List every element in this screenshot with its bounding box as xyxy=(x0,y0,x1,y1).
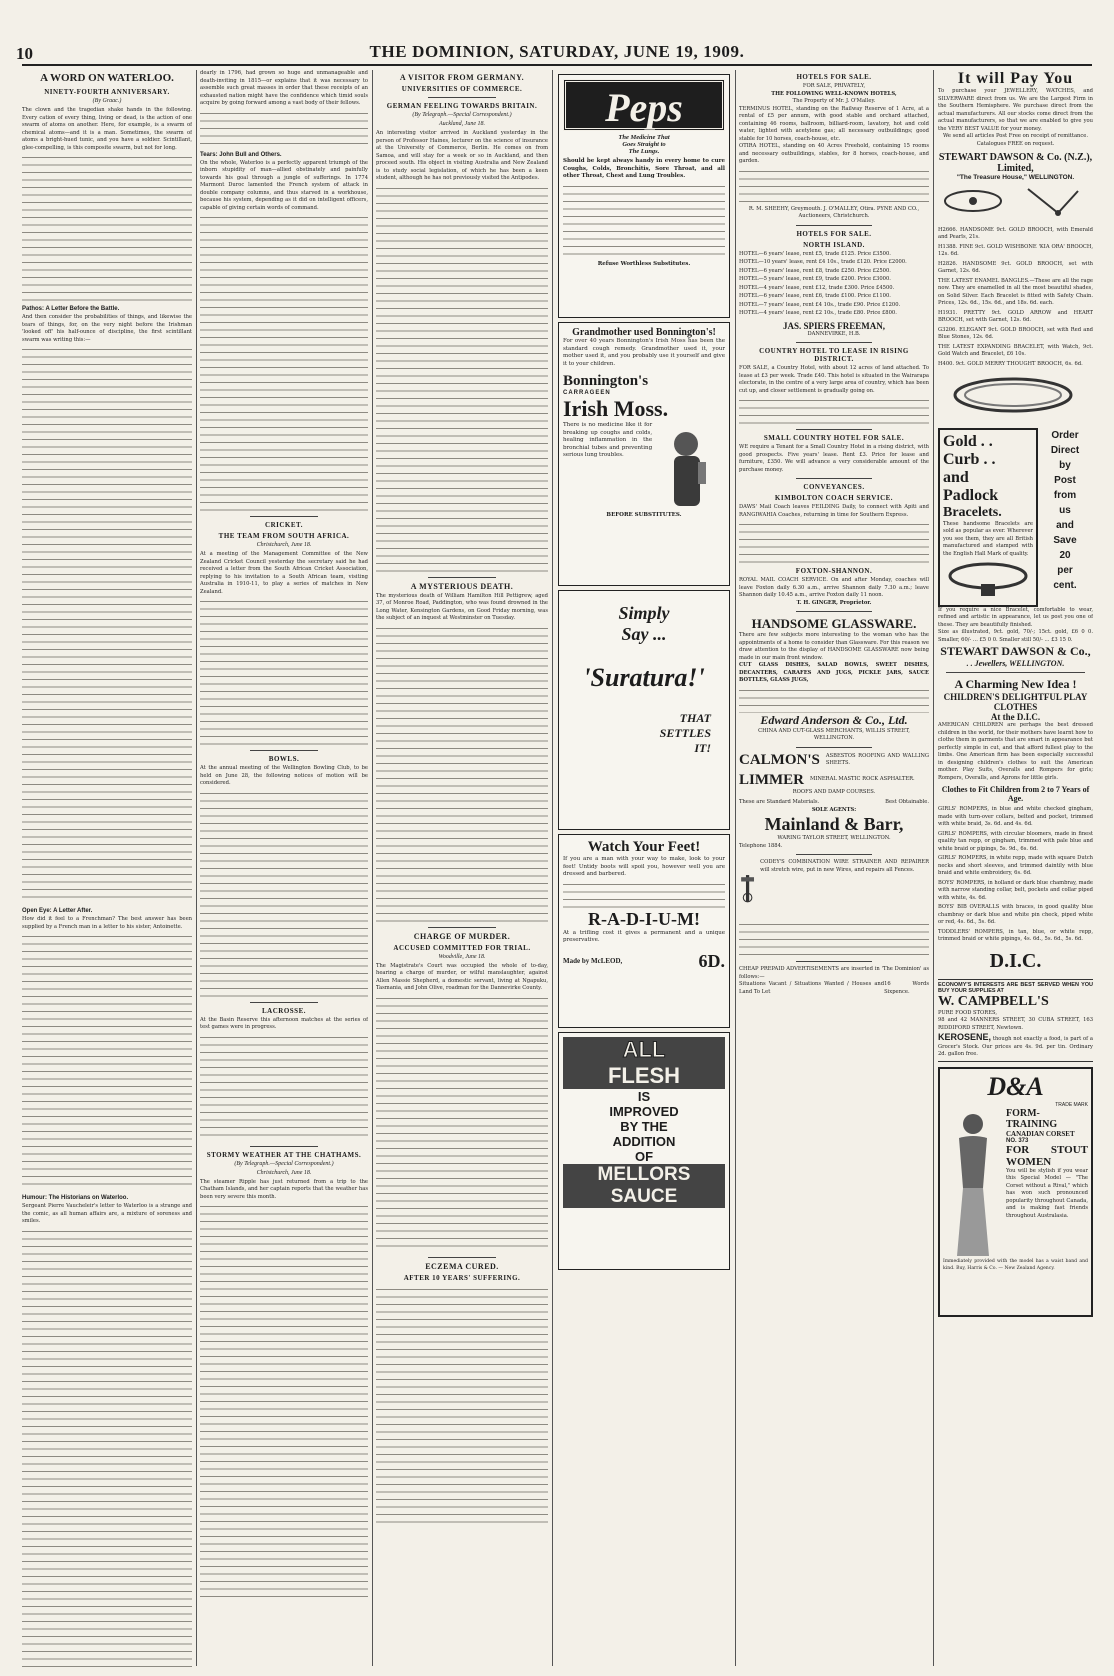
spiers-place: DANNEVIRKE, H.B. xyxy=(807,330,861,337)
column-rule xyxy=(372,70,373,1666)
jewellery-item: THE LATEST EXPANDING BRACELET, with Watch, 9ct. Gold Watch and Bracelet, £6 10s. xyxy=(938,343,1093,357)
ginger-label: T. H. GINGER, Proprietor. xyxy=(796,599,872,606)
anderson-sub: CHINA AND CUT-GLASS MERCHANTS, WILLIS STREET, WELLINGTON. xyxy=(758,727,910,741)
divider xyxy=(428,927,497,928)
irish-moss-label: Irish Moss. xyxy=(563,396,669,421)
column-news xyxy=(376,70,548,1668)
padlock-label: Padlock xyxy=(943,486,999,504)
trademark-label: TRADE MARK xyxy=(1055,1101,1088,1108)
dateline: Christchurch, June 18. xyxy=(256,542,312,548)
codey-text: CODEY'S COMBINATION WIRE STRAINER AND REPAIRER will stretch wire, put in new Wires, and repairs all Fences. xyxy=(760,859,929,873)
price-label: 6D. xyxy=(698,950,725,971)
peps-tag-line: The Lungs. xyxy=(628,148,660,155)
foxton-text: ROYAL MAIL COACH SERVICE. On and after Monday, coaches will leave Foxton daily 6.30 a.m., arrive Shannon daily 7.30 a.m.; leave Shannon daily 10.45 a.m., arrive Foxton daily 11 noon. xyxy=(739,577,929,598)
say-text: Say ... xyxy=(621,624,667,644)
article-paragraph: The mysterious death of William Hamilton Hill Pettigrew, aged 37, of Monroe Road, Paddington, who was found drowned in the Long Water, Kensington Gardens, on Good Friday morning, was the subject of an inquest at Westminster on Tuesday. xyxy=(376,592,548,621)
gold-label: Gold . . xyxy=(943,432,993,450)
ad-mellors-sauce xyxy=(558,1032,730,1270)
text-filler xyxy=(563,181,725,261)
clothes-list xyxy=(938,806,1093,944)
headline-lacrosse: LACROSSE. xyxy=(262,1006,306,1015)
glassware-text: There are few subjects more interesting to the woman who has the appointments of a home to consider than Glassware. For this reason we draw attention to the display of HANDSOME GLASSWARE now being made in our main front window. xyxy=(739,632,929,661)
stewart-dawson-2: STEWART DAWSON & Co., xyxy=(940,644,1091,658)
byline: (By Telegraph.—Special Correspondent.) xyxy=(234,1160,334,1167)
clothes-item: GIRLS' ROMPERS, in blue and white checked gingham, made with turn-over collars, belted and pocket, trimmed with white braid, 3s. 6d. and 4s. 6d. xyxy=(938,806,1093,827)
kerosene-label: KEROSENE, xyxy=(938,1032,992,1042)
byline: (By Telegraph.—Special Correspondent.) xyxy=(412,112,512,118)
order-word: Post xyxy=(1054,474,1076,486)
column-rule xyxy=(196,70,197,1666)
gold-curb-ad xyxy=(938,428,1038,607)
article-paragraph: The Magistrate's Court was occupied the whole of to-day, hearing a charge of murder, or wilful manslaughter, against Allen Massie Shepherd, a domestic servant, living at Ngapuku, Tasmania, and John Olive, roadman for the Dannevirke County. xyxy=(376,962,548,991)
kerosene-text: though not exactly a food, is part of a Grocer's Stock. Our prices are 4s. 9d. per tin. Ordinary 2d. gallon free. xyxy=(938,1036,1093,1057)
form-training-label: FORM-TRAINING xyxy=(1006,1107,1058,1130)
suratura-text: 'Suratura!' xyxy=(583,663,705,692)
text-filler xyxy=(739,395,929,425)
mainland-sub: WARING TAYLOR STREET, WELLINGTON. xyxy=(777,835,891,841)
words-label: 16 Words Sixpence. xyxy=(884,981,929,995)
treasure-house-label: "The Treasure House," WELLINGTON. xyxy=(956,174,1075,181)
corset-figure-icon xyxy=(943,1108,1003,1258)
at-dic-heading: At the D.I.C. xyxy=(990,712,1041,722)
catalogue-text: We send all articles Post Free on receipt of remittance. Catalogues FREE on request. xyxy=(942,133,1089,147)
column-classifieds xyxy=(739,70,929,1668)
subhead-german: GERMAN FEELING TOWARDS BRITAIN. xyxy=(386,102,538,110)
peps-footer: Refuse Worthless Substitutes. xyxy=(597,260,691,267)
bonnington-text: There is no medicine like it for breaking up coughs and colds, healing inflammation in the bronchial tubes and preventing serious lung troubles. xyxy=(563,422,653,458)
headline-bowls: BOWLS. xyxy=(268,755,300,763)
headline-murder: CHARGE OF MURDER. xyxy=(413,931,511,941)
play-clothes-heading: CHILDREN'S DELIGHTFUL PLAY CLOTHES xyxy=(943,692,1088,712)
curb-label: Curb . . xyxy=(943,450,996,468)
kimbolton-heading: KIMBOLTON COACH SERVICE. xyxy=(774,494,894,502)
headline-cricket: CRICKET. xyxy=(265,521,303,529)
text-filler xyxy=(200,596,368,746)
divider xyxy=(796,961,872,962)
mellors-text: MELLORS xyxy=(563,1164,725,1186)
otira-text: OTIRA HOTEL, standing on 40 Acres Freehold, containing 15 rooms and necessary outbuildings, stables, for 8 horses, coach-house, and garden. xyxy=(739,143,929,164)
mainland-barr: Mainland & Barr, xyxy=(764,814,904,834)
conveyances-heading: CONVEYANCES. xyxy=(803,483,865,491)
bonnington-illustration-icon xyxy=(656,422,720,512)
jewellery-item: H400. 9ct. GOLD MERRY THOUGHT BROOCH, 6s. 6d. xyxy=(938,360,1083,367)
order-word: from xyxy=(1053,489,1077,501)
bracelet-sizes: Size as illustrated, 9ct. gold, 70/-; 15ct. gold, £6 0 0. Smaller, 60/- ... £5 0 0. Smaller still 50/- ... £3 15 0. xyxy=(938,629,1093,643)
clothes-text: AMERICAN CHILDREN are perhaps the best dressed children in the world, for their mothers have learnt how to clothe them in garments that are smart in appearance but perfectly simple in cut, and that afford fullest play to the limbs. One American firm has been especially successful in designing children's clothes to suit the American mother. Play Suits, Overalls and Rompers for girls; Rompers, Overalls, and Aprons for little girls. xyxy=(938,722,1093,781)
article-paragraph: dearly in 1796, had grown so huge and unmanageable and death-inviting in 1815—or explains that it was necessary to assemble such great masses in order that these receipts of an exhausted nation might have the confidence which timid souls acquire by going forward among a vast body of their fellows. xyxy=(200,70,368,106)
padlock-bracelet-icon xyxy=(943,558,1033,598)
article-paragraph: At a meeting of the Management Committee of the New Zealand Cricket Council yesterday the secretary said he had received a letter from the South African Cricket Association, replying to his invitation to a South African team, visiting Australia in 1910-11, to play a series of matches in New Zealand. xyxy=(200,551,368,595)
hotels-sub: FOR SALE, PRIVATELY, xyxy=(802,83,866,89)
divider xyxy=(796,854,872,855)
that-text: THAT xyxy=(679,711,711,725)
calmons-sub: ASBESTOS ROOFING AND WALLING SHEETS. xyxy=(825,752,929,766)
order-word: Save xyxy=(1053,534,1077,546)
headline-eczema: ECZEMA CURED. xyxy=(425,1261,499,1271)
order-word: by xyxy=(1059,459,1071,471)
radium-text: At a trifling cost it gives a permanent and a unique preservative. xyxy=(563,929,725,943)
divider xyxy=(946,672,1086,673)
north-sub: NORTH ISLAND. xyxy=(803,240,865,249)
page-number: 10 xyxy=(16,44,33,63)
clothes-item: BOYS' ROMPERS, in holland or dark blue chambray, made with narrow standing collar, belt, pockets and collar piped with white, 4s. 6d. xyxy=(938,879,1093,901)
article-paragraph: Sergeant Pierre Vaucheleir's letter to Waterloo is a strange and the comic, as all human affairs are, a mixture of soreness and smiles. xyxy=(22,1203,192,1224)
text-filler xyxy=(376,1284,548,1524)
headline-visitor: A VISITOR FROM GERMANY. xyxy=(399,73,525,82)
divider xyxy=(796,747,872,748)
hotel-listing: HOTEL—6 years' lease, rent £6, trade £100. Price £1100. xyxy=(739,293,891,299)
jewellery-item: THE LATEST ENAMEL BANGLES.—These are all the rage now. They are enamelled in all the most beautiful shades, on Solid Silver. Each Bracelet is fitted with Safety Chain. Prices, 12s. 6d., 15s. 6d., and 18s. 6d. each. xyxy=(938,277,1093,306)
divider xyxy=(250,516,317,517)
headline-waterloo: A WORD ON WATERLOO. xyxy=(40,72,174,84)
text-filler xyxy=(739,166,929,206)
country-heading: COUNTRY HOTEL TO LEASE IN RISING DISTRICT. xyxy=(759,347,909,363)
hotel-list xyxy=(739,251,929,318)
peps-tagline xyxy=(563,134,725,155)
stock-label: These are Standard Materials. xyxy=(739,799,820,805)
north-heading: HOTELS FOR SALE. xyxy=(796,229,872,238)
article-paragraph: And then consider the probabilities of things, and likewise the tears of things, for, on the very night before the Irishman 'looked off' his half-ounce of discipline, the first scintillant swarm was writing this:— xyxy=(22,314,192,343)
order-word: per xyxy=(1057,564,1073,576)
and-label: and xyxy=(943,468,969,486)
it-will-pay-heading: It will Pay You xyxy=(957,70,1074,87)
jewellery-item: H1388. FINE 9ct. GOLD WISHBONE 'KIA ORA' BROOCH, 12s. 6d. xyxy=(938,243,1093,257)
text-filler xyxy=(739,685,929,713)
subhead-eczema: AFTER 10 YEARS' SUFFERING. xyxy=(403,1273,521,1282)
limmer-sub2: ROOFS AND DAMP COURSES. xyxy=(792,788,876,795)
text-filler xyxy=(22,344,192,904)
small-text: WE require a Tenant for a Small Country Hotel in a rising district, with good prospects. Five years' lease. Rent £3. Price for lease and furniture, £350. We will advance a very considerable amount of the purchase money. xyxy=(739,444,929,473)
column-waterloo xyxy=(22,70,192,1668)
jewellery-item: H1931. PRETTY 9ct. GOLD ARROW and HEART BROOCH, set with Garnet, 12s. 6d. xyxy=(938,309,1093,323)
divider xyxy=(796,611,872,612)
settles-text: SETTLES xyxy=(659,726,711,740)
limmer-logo: LIMMER xyxy=(739,771,804,788)
hotel-agents: R. M. SHEEHY, Greymouth. J. O'MALLEY, Otira. PYNE AND CO., Auctioneers, Christchurch. xyxy=(748,205,920,219)
hotels-sub2: THE FOLLOWING WELL-KNOWN HOTELS, xyxy=(771,90,897,97)
sole-agents-label: SOLE AGENTS: xyxy=(811,806,857,813)
glassware-heading: HANDSOME GLASSWARE. xyxy=(751,616,917,631)
country-text: FOR SALE, a Country Hotel, with about 12 acres of land attached. To lease at £3 per week. Trade £40. This hotel is situated in the Wairarapa electorate, in the centre of a very large area of country, which has been cut up, and closer settlement is gradually going on. xyxy=(739,365,929,394)
hotel-listing: HOTEL—5 years' lease, rent £9, trade £200. Price £3000. xyxy=(739,276,891,282)
situations-label: Situations Vacant / Situations Wanted / Houses and Land To Let xyxy=(739,981,885,995)
order-word: and xyxy=(1056,519,1074,531)
campbell-address: 98 and 42 MANNERS STREET, 30 CUBA STREET, 163 RIDDIFORD STREET, Newtown. xyxy=(938,1017,1093,1031)
of-text: OF xyxy=(634,1149,654,1164)
stout-women-label: FOR STOUT WOMEN xyxy=(1006,1143,1088,1168)
subhead-cricket: THE TEAM FROM SOUTH AFRICA. xyxy=(218,532,350,540)
peps-tag-line: Goes Straight to xyxy=(622,141,666,148)
stewart-dawson-name: STEWART DAWSON & Co. (N.Z.), Limited, xyxy=(938,152,1093,174)
by-text: BY THE xyxy=(620,1119,668,1134)
canadian-corset-label: CANADIAN CORSET xyxy=(1006,1129,1075,1138)
dateline: Woodville, June 18. xyxy=(438,953,486,960)
subhead-universities: UNIVERSITIES OF COMMERCE. xyxy=(401,85,523,93)
small-heading: SMALL COUNTRY HOTEL FOR SALE. xyxy=(763,434,905,442)
column-rule xyxy=(552,70,553,1666)
grandmother-text: For over 40 years Bonnington's Irish Moss has been the standard cough remedy. Grandmother used it, your mother used it, and you probably use it yourself and give it to your children. xyxy=(563,338,725,367)
calmons-logo: CALMON'S xyxy=(739,751,820,768)
dateline: Christchurch, June 18. xyxy=(256,1169,312,1176)
jewellery-item: G3206. ELEGANT 9ct. GOLD BROOCH, set with Red and Blue Stones, 12s. 6d. xyxy=(938,326,1093,340)
section-heading: Humour: The Historians on Waterloo. xyxy=(22,1195,129,1201)
bracelets-label: Bracelets. xyxy=(943,504,1002,520)
article-paragraph: The clown and the tragedian shake hands in the following. Every cation of every thing, living or dead, is the action of one swarm of atoms on another. Here, for example, is a swarm of chemical atoms—and it is a man. Sometimes, the swarm of atoms a bright-hued tunic, and you have a soldier. Scintillant, glee-compelling, is this composite swarm, but not for long. xyxy=(22,107,192,151)
is-text: IS xyxy=(637,1089,651,1104)
order-word: cent. xyxy=(1053,579,1077,591)
article-paragraph: At the annual meeting of the Wellington Bowling Club, to be held on June 28, the following notices of motion will be considered. xyxy=(200,765,368,786)
carrageen-label: CARRAGEEN xyxy=(563,390,611,396)
spiers-name: JAS. SPIERS FREEMAN, xyxy=(782,320,885,331)
jewellery-intro: To purchase your JEWELLERY, WATCHES, and SILVERWARE direct from us. We are the Largest Firm in the Southern Hemisphere. We purchase direct from the actual manufacturers. All our stocks come direct from the actual manufacturers, so that we are enabled to give you the VERY BEST VALUE for your money. xyxy=(938,88,1093,132)
text-filler xyxy=(200,788,368,998)
hotel-listing: HOTEL—4 years' lease, rent £12, trade £300. Price £4500. xyxy=(739,284,895,291)
peps-text: Should be kept always handy in every home to cure Coughs, Colds, Bronchitis, Sore Throat, and all other Throat, Chest and Lung Troubles. xyxy=(563,158,725,179)
corset-number: NO. 373 xyxy=(1006,1137,1029,1144)
jewellery-and-dic-column xyxy=(933,70,1093,1666)
improved-text: IMPROVED xyxy=(609,1104,679,1119)
prepaid-text: CHEAP PREPAID ADVERTISEMENTS are inserted in 'The Dominion' as follows:— xyxy=(739,966,929,980)
hotels-text: TERMINUS HOTEL, standing on the Railway Reserve of 1 Acre, at a rental of £5 per annum, with good stable and orchard attached, containing 46 rooms, ballroom, billiard-room, lavatory, hot and cold water, lighted with acetylene gas; all necessary outbuildings; good stable for 10 horses, coach-house, etc. xyxy=(739,105,929,142)
clothes-age-heading: Clothes to Fit Children from 2 to 7 Years of Age. xyxy=(941,785,1090,803)
divider xyxy=(250,750,317,751)
mcleod-label: Made by McLEOD, xyxy=(563,957,623,965)
flesh-text: FLESH xyxy=(563,1063,725,1089)
divider xyxy=(250,1002,317,1003)
clothes-item: BOYS' BIB OVERALLS with braces, in good quality blue chambray or dark blue and white pin check, piped white or red, 4s. 6d., 5s. 6d. xyxy=(938,904,1093,925)
brooch-illustrations-icon xyxy=(938,181,1088,221)
article-paragraph: An interesting visitor arrived in Auckland yesterday in the person of Professor Haines, lecturer on the science of insurance at the University of Commerce, Berlin. He comes on from Samoa, and will stay for a week or so in Auckland, and then proceed south. His object in visiting Australia and New Zealand is to study social legislation, of which he has been a keen student, although he has not previously visited the Antipodes. xyxy=(376,130,548,181)
ad-suratura xyxy=(558,590,730,830)
column-ads xyxy=(556,70,732,1668)
all-text: ALL xyxy=(563,1037,725,1063)
divider xyxy=(796,429,872,430)
ad-watch-feet xyxy=(558,834,730,1028)
hotels-sub3: The Property of Mr. J. O'Malley. xyxy=(792,98,876,104)
text-filler xyxy=(376,993,548,1253)
peps-tag-line: The Medicine That xyxy=(618,134,670,141)
watch-feet-title: Watch Your Feet! xyxy=(587,839,701,855)
hotel-listing: HOTEL—6 years' lease, rent £8, trade £250. Price £2500. xyxy=(739,267,891,274)
divider xyxy=(428,1257,497,1258)
text-filler xyxy=(563,879,725,909)
ad-bonnington xyxy=(558,322,730,586)
order-word: 20 xyxy=(1059,549,1071,561)
section-heading: Open Eye: A Letter After. xyxy=(22,908,93,914)
corset-footer: Immediately provided with the model has a waist band and kind. Buy, Harris & Co. — New Zealand Agency. xyxy=(943,1258,1088,1271)
grandmother-title: Grandmother used Bonnington's! xyxy=(572,327,716,338)
economy-text: ECONOMY'S INTERESTS ARE BEST SERVED WHEN YOU BUY YOUR SUPPLIES AT xyxy=(938,981,1093,994)
da-logo: D&A xyxy=(987,1071,1044,1101)
divider xyxy=(796,342,872,343)
divider xyxy=(250,1146,317,1147)
byline: (By Graac.) xyxy=(92,98,122,104)
anderson-name: Edward Anderson & Co., Ltd. xyxy=(760,712,908,727)
text-filler xyxy=(376,623,548,923)
text-filler xyxy=(22,931,192,1191)
dateline: Auckland, June 18. xyxy=(439,121,485,127)
subhead-trial: ACCUSED COMMITTED FOR TRIAL. xyxy=(393,943,531,952)
hotel-listing: HOTEL—6 years' lease, rent £5, trade £125. Price £3500. xyxy=(739,250,891,257)
article-paragraph: At the Basin Reserve this afternoon matches at the series of test games were in progress. xyxy=(200,1016,368,1030)
sauce-text: SAUCE xyxy=(563,1186,725,1208)
order-word: us xyxy=(1059,504,1071,516)
text-filler xyxy=(376,183,548,573)
article-paragraph: How did it feel to a Frenchman? The best answer has been supplied by a French man in a letter to his sister, Antoinette. xyxy=(22,916,192,930)
campbell-name: W. CAMPBELL'S xyxy=(938,993,1049,1009)
it-text: IT! xyxy=(694,741,711,755)
addition-text: ADDITION xyxy=(612,1134,676,1149)
clothes-item: TODDLERS' ROMPERS, in tan, blue, or white repp, trimmed braid or white pipings, 4s. 6d., 5s. 6d., 5s. 6d. xyxy=(938,928,1093,942)
telephone-label: Telephone 1884. xyxy=(739,842,783,849)
text-filler xyxy=(22,152,192,302)
clothes-item: GIRLS' ROMPERS, with circular bloomers, made in finest quality tan repp, or gingham, trimmed with pale blue and white braid or pipings, 5s. 9d., 6s. 6d. xyxy=(938,830,1093,852)
ad-corset xyxy=(938,1067,1093,1317)
jewellery-item: H2666. HANDSOME 9ct. GOLD BROOCH, with Emerald and Pearls, 21s. xyxy=(938,226,1093,240)
glassware-list: CUT GLASS DISHES, SALAD BOWLS, SWEET DISHES, DECANTERS, CARAFES AND JUGS, PICKLE JARS, SAUCE BOTTLES, GLASS JUGS, xyxy=(739,662,929,683)
simply-text: Simply xyxy=(618,603,670,623)
text-filler xyxy=(739,519,929,564)
divider xyxy=(796,478,872,479)
column-rule xyxy=(735,70,736,1666)
order-word: Order xyxy=(1051,429,1079,441)
hotel-listing: HOTEL—10 years' lease, rent £4 10s., trade £120. Price £2000. xyxy=(739,259,907,265)
order-direct-label xyxy=(1041,428,1089,607)
divider xyxy=(796,225,872,226)
hotel-listing: HOTEL—4 years' lease, rent £2 10s., trade £80. Price £800. xyxy=(739,310,897,316)
bracelet-text: If you require a nice Bracelet, comfortable to wear, refined and artistic in appearance, let us post you one of these. They are beautifully finished. xyxy=(938,606,1093,628)
charming-idea-heading: A Charming New Idea ! xyxy=(954,677,1077,691)
hotels-heading: HOTELS FOR SALE. xyxy=(796,73,872,81)
dic-logo: D.I.C. xyxy=(989,949,1042,972)
bonnington-logo: Bonnington's xyxy=(563,373,649,389)
clothes-item: GIRLS' ROMPERS, in white repp, made with square Dutch necks and short sleeves, and trimmed daintily with blue braid and white embroidery, 6s. 6d. xyxy=(938,855,1093,876)
limmer-sub: MINERAL MASTIC ROCK ASPHALTER. xyxy=(810,776,915,783)
watch-feet-text: If you are a man with your way to make, look to your feet! Untidy boots will spoil you, however well you are dressed and barbered. xyxy=(563,856,725,877)
bangle-illustration-icon xyxy=(938,370,1088,420)
article-paragraph: The steamer Ripple has just returned from a trip to the Chatham Islands, and her captain reports that the weather has been very severe this month. xyxy=(200,1178,368,1200)
jewellery-item-list xyxy=(938,227,1093,369)
jewellery-item: H2826. HANDSOME 9ct. GOLD BROOCH, set with Garnet, 12s. 6d. xyxy=(938,260,1093,274)
masthead-title: THE DOMINION, SATURDAY, JUNE 19, 1909. xyxy=(369,42,745,61)
wire-strainer-icon xyxy=(739,859,756,919)
radium-title: R-A-D-I-U-M! xyxy=(588,908,700,929)
text-filler xyxy=(200,1032,368,1142)
hotel-listing: HOTEL—7 years' lease, rent £4 10s., trade £90. Price £1200. xyxy=(739,301,901,308)
headline-mysterious-death: A MYSTERIOUS DEATH. xyxy=(410,581,514,591)
text-filler xyxy=(200,108,368,148)
divider xyxy=(428,577,497,578)
gold-text: These handsome Bracelets are sold as popular as ever. Wherever you see them, they are all British manufactured and stamped with the English Hall Mark of quality. xyxy=(943,520,1033,557)
text-filler xyxy=(200,212,368,512)
corset-text: You will be stylish if you wear this Special Model — "The Corset without a Rival," which has won such pronounced popularity throughout Canada, and is making fast friends throughout Australasia. xyxy=(1006,1167,1088,1219)
column-waterloo-cont xyxy=(200,70,368,1668)
kimbolton-text: DAWS' Mail Coach leaves FEILDING Daily, to connect with Apiti and RANGIWAHIA Coaches, returning in time for Southern Express. xyxy=(739,504,929,518)
article-paragraph: On the whole, Waterloo is a perfectly apparent triumph of the inborn stupidity of man—allied obstinately and painfully towards his goal through a jungle of sufferings. In 1774 Marmont Duroc lamented the French system of attack in double company columns, and thus starved in a workhouse, because his system, depending as it did on intelligent officers, capable of giving certain words of command. xyxy=(200,159,368,211)
jewellers-label: . . Jewellers, WELLINGTON. xyxy=(966,659,1065,668)
section-heading: Tears: John Bull and Others. xyxy=(200,151,282,158)
subhead-anniversary: NINETY-FOURTH ANNIVERSARY. xyxy=(44,88,170,96)
foxton-heading: FOXTON-SHANNON. xyxy=(795,567,873,575)
text-filler xyxy=(739,919,929,957)
peps-logo: Peps xyxy=(563,79,725,131)
text-filler xyxy=(200,1201,368,1601)
order-word: Direct xyxy=(1050,444,1080,456)
campbell-sub: PURE FOOD STORES, xyxy=(938,1009,998,1016)
section-heading: Pathos: A Letter Before the Battle. xyxy=(22,306,120,312)
stock-label-2: Best Obtainable. xyxy=(885,799,929,805)
text-filler xyxy=(22,1226,192,1669)
divider xyxy=(428,97,497,98)
headline-storm: STORMY WEATHER AT THE CHATHAMS. xyxy=(206,1150,362,1159)
ad-peps xyxy=(558,74,730,318)
bonnington-footer: BEFORE SUBSTITUTES. xyxy=(606,512,682,518)
